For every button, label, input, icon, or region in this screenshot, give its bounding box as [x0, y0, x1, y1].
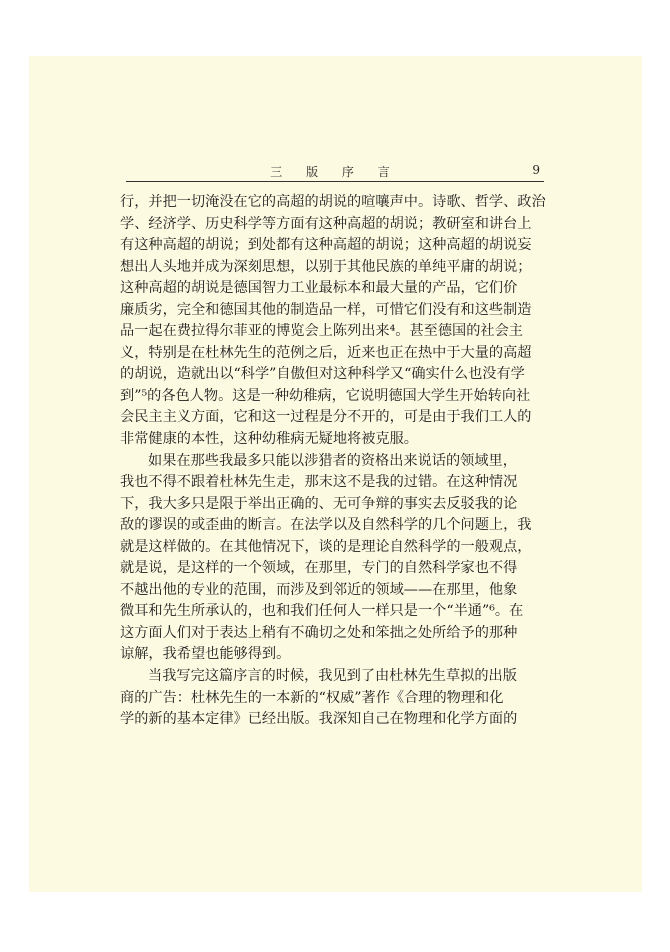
running-header [126, 161, 544, 182]
page-number: 9 [532, 163, 540, 177]
text-line: 敌的谬误的或歪曲的断言。在法学以及自然科学的几个问题上，我 [120, 517, 532, 534]
text-line: 义，特别是在杜林先生的范例之后，近来也正在热中于大量的高超 [120, 344, 532, 361]
text-line: 谅解，我希望也能够得到。 [120, 646, 291, 663]
text-line: 非常健康的本性，这种幼稚病无疑地将被克服。 [120, 431, 418, 448]
text-line: 学、经济学、历史科学等方面有这种高超的胡说；教研室和讲台上 [120, 215, 532, 232]
text-line: 到”⁵的各色人物。这是一种幼稚病，它说明德国大学生开始转向社 [120, 387, 531, 404]
text-line: 行，并把一切淹没在它的高超的胡说的喧嚷声中。诗歌、哲学、政治 [120, 194, 546, 210]
text-line: 就是这样做的。在其他情况下，谈的是理论自然科学的一般观点， [120, 538, 532, 555]
text-line: 品一起在费拉得尔菲亚的博览会上陈列出来⁴。甚至德国的社会主 [120, 323, 523, 340]
text-line: 廉质劣，完全和德国其他的制造品一样，可惜它们没有和这些制造 [120, 301, 532, 318]
paragraph-start-line: 当我写完这篇序言的时候，我见到了由杜林先生草拟的出版 [148, 668, 517, 685]
text-line: 会民主主义方面，它和这一过程是分不开的，可是由于我们工人的 [120, 409, 532, 426]
paragraph-start-line: 如果在那些我最多只能以涉猎者的资格出来说话的领域里， [148, 452, 517, 469]
text-line: 这种高超的胡说是德国智力工业最标本和最大量的产品，它们价 [120, 280, 518, 297]
header-title: 三 版 序 言 [270, 165, 400, 179]
text-line: 我也不得不跟着杜林先生走，那末这不是我的过错。在这种情况 [120, 474, 518, 491]
text-line: 商的广告：杜林先生的一本新的“权威”著作《合理的物理和化 [120, 689, 504, 706]
text-line: 有这种高超的胡说；到处都有这种高超的胡说；这种高超的胡说妄 [120, 237, 532, 254]
text-line: 微耳和先生所承认的，也和我们任何人一样只是一个“半通”⁶。在 [120, 603, 524, 620]
text-line: 就是说，是这样的一个领域，在那里，专门的自然科学家也不得 [120, 560, 518, 577]
text-line: 的胡说，造就出以“科学”自傲但对这种科学又“确实什么也没有学 [120, 366, 525, 383]
text-line: 想出人头地并成为深刻思想，以别于其他民族的单纯平庸的胡说； [120, 258, 532, 275]
text-line: 学的新的基本定律》已经出版。我深知自己在物理和化学方面的 [120, 711, 518, 728]
body-text [120, 192, 548, 731]
text-line: 下，我大多只是限于举出正确的、无可争辩的事实去反驳我的论 [120, 495, 518, 512]
text-line: 这方面人们对于表达上稍有不确切之处和笨拙之处所给予的那种 [120, 624, 518, 641]
text-line: 不越出他的专业的范围，而涉及到邻近的领域——在那里，他象 [120, 581, 518, 598]
